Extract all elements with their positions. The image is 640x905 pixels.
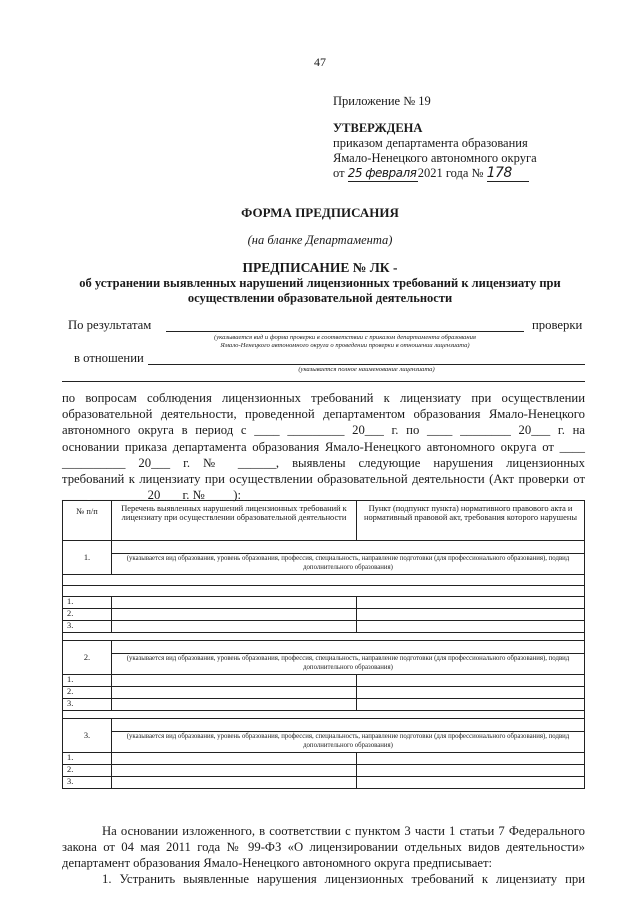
norm-cell [357, 621, 585, 633]
date-prefix: от [333, 166, 345, 180]
closing-text [62, 823, 585, 887]
approval-line1: приказом департамента образования [333, 136, 528, 150]
table-row [63, 621, 585, 633]
by-results-label: По результатам [68, 318, 152, 332]
approval-date-line [333, 166, 529, 182]
spacer-row [63, 711, 585, 719]
handwritten-date: 25 февраля [347, 166, 417, 180]
violation-cell [112, 687, 357, 699]
body-line: __________ 20___ г. № ______, выявлены следующие нарушения лицензионных [62, 455, 585, 470]
row-num: 3. [63, 621, 112, 633]
section-note-cell [112, 541, 585, 575]
violation-cell [112, 753, 357, 765]
closing-line: департамент образования Ямало-Ненецкого автономного округа предписывает: [62, 856, 493, 870]
row-num: 1. [63, 675, 112, 687]
section-note: (указывается вид образования, уровень образования, профессия, специальность, направление подготовки (для профессионального образования), подвид дополнительного образования) [126, 733, 570, 749]
body-line: основании приказа департамента образования Ямало-Ненецкого автономного округа от ____ [62, 439, 585, 454]
section-note-cell [112, 719, 585, 753]
approval-line2: Ямало-Ненецкого автономного округа [333, 151, 537, 165]
table-row [63, 675, 585, 687]
regarding-label: в отношении [74, 351, 144, 365]
table-row [63, 597, 585, 609]
closing-line: На основании изложенного, в соответствии с пунктом 3 части 1 статьи 7 Федерального [102, 824, 585, 838]
spacer-cell [63, 575, 585, 586]
spacer-cell [63, 586, 585, 597]
norm-cell [357, 699, 585, 711]
body-line: требований к лицензиату при осуществлении образовательной деятельности (Акт проверки от [62, 472, 585, 487]
violations-table [62, 500, 585, 789]
table-row [63, 699, 585, 711]
norm-cell [357, 597, 585, 609]
section-note: (указывается вид образования, уровень образования, профессия, специальность, направление подготовки (для профессионального образования), подвид дополнительного образования) [126, 655, 570, 671]
closing-line: 1. Устранить выявленные нарушения лицензионных требований к лицензиату при [102, 872, 585, 886]
norm-cell [357, 675, 585, 687]
spacer-row [63, 586, 585, 597]
section-name-line [112, 641, 584, 654]
violation-cell [112, 621, 357, 633]
violation-cell [112, 777, 357, 789]
prescription-sub2: осуществлении образовательной деятельности [187, 291, 453, 305]
header-norm: Пункт (подпункт пункта) нормативного правового акта и нормативный правовой акт, требования которого нарушены [357, 501, 585, 541]
form-title: ФОРМА ПРЕДПИСАНИЯ [241, 205, 399, 220]
norm-cell [357, 753, 585, 765]
row-num: 2. [63, 765, 112, 777]
table-row [63, 777, 585, 789]
closing-line: закона от 04 мая 2011 года № 99-ФЗ «О лицензировании отдельных видов деятельности» [62, 840, 585, 854]
violation-cell [112, 765, 357, 777]
spacer-row [63, 633, 585, 641]
date-suffix: 2021 года № [417, 166, 484, 180]
row-num: 1. [63, 597, 112, 609]
body-line: ____ _________20___ г. № ____): [62, 488, 242, 503]
norm-cell [357, 687, 585, 699]
approved-label: УТВЕРЖДЕНА [333, 121, 423, 135]
section-row [63, 541, 585, 575]
violation-cell [112, 675, 357, 687]
body-line: по вопросам соблюдения лицензионных требований к лицензиату при осуществлении [62, 391, 585, 405]
handwritten-number: 178 [487, 166, 529, 182]
row-num: 3. [63, 777, 112, 789]
norm-cell [357, 777, 585, 789]
prescription-sub1: об устранении выявленных нарушений лицензионных требований к лицензиату при [79, 276, 561, 290]
table-header-row [63, 501, 585, 541]
section-name-line [112, 719, 584, 732]
body-line: автономного округа в период с ____ _________ 20___ г. по ____ ________ 20___ г. на [62, 423, 585, 438]
section-row [63, 641, 585, 675]
header-violations: Перечень выявленных нарушений лицензионных требований к лицензиату при осуществлении образовательной деятельности [112, 501, 357, 541]
section-num: 2. [63, 641, 112, 675]
inspection-caption-b: Ямало-Ненецкого автономного округа о проведении проверки в отношении лицензиата) [220, 342, 470, 349]
table-row [63, 753, 585, 765]
section-name-line [112, 541, 584, 554]
licensee-caption: (указывается полное наименование лицензиата) [298, 366, 435, 373]
inspection-type-line [166, 331, 524, 332]
section-note-cell [112, 641, 585, 675]
row-num: 3. [63, 699, 112, 711]
norm-cell [357, 765, 585, 777]
section-num: 1. [63, 541, 112, 575]
spacer-cell [63, 633, 585, 641]
section-note: (указывается вид образования, уровень образования, профессия, специальность, направление подготовки (для профессионального образования), подвид дополнительного образования) [126, 555, 570, 571]
section-row [63, 719, 585, 753]
header-num: № п/п [63, 501, 112, 541]
licensee-name-line-2 [62, 381, 585, 382]
inspection-caption-a: (указывается вид и форма проверки в соответствии с приказом департамента образования [214, 334, 476, 341]
form-subtitle: (на бланке Департамента) [247, 233, 393, 247]
violation-cell [112, 609, 357, 621]
spacer-cell [63, 711, 585, 719]
row-num: 2. [63, 687, 112, 699]
prescription-title: ПРЕДПИСАНИЕ № ЛК - [242, 260, 398, 275]
table-row [63, 765, 585, 777]
licensee-name-line [148, 364, 585, 365]
violation-cell [112, 699, 357, 711]
table-row [63, 687, 585, 699]
row-num: 2. [63, 609, 112, 621]
inspection-label: проверки [532, 318, 583, 332]
section-num: 3. [63, 719, 112, 753]
appendix-label: Приложение № 19 [333, 94, 431, 108]
spacer-row [63, 575, 585, 586]
body-line: образовательной деятельности, проведенной департаментом образования Ямало-Ненецкого [62, 407, 585, 422]
body-text [62, 390, 585, 503]
norm-cell [357, 609, 585, 621]
table-row [63, 609, 585, 621]
row-num: 1. [63, 753, 112, 765]
page-number: 47 [314, 55, 326, 69]
violation-cell [112, 597, 357, 609]
